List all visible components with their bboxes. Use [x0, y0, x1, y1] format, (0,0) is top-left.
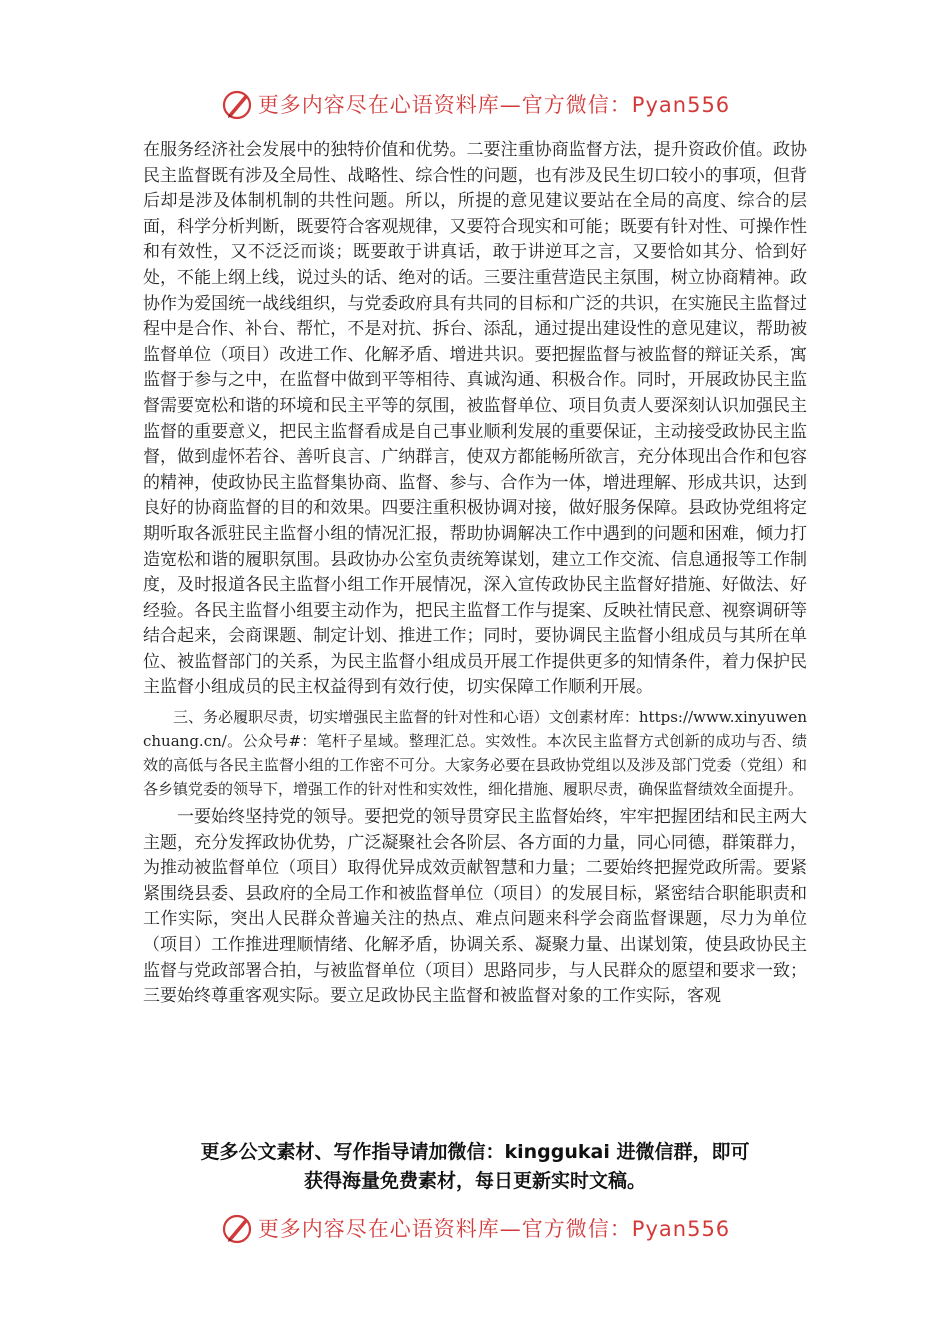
promo-note [150, 1138, 800, 1196]
footer-banner-text: 更多内容尽在心语资料库—官方微信：Pyan556 [257, 1217, 731, 1241]
promo-line-2: 获得海量免费素材，每日更新实时文稿。 [303, 1170, 646, 1192]
header-banner-text: 更多内容尽在心语资料库—官方微信：Pyan556 [257, 93, 731, 117]
footer-banner [0, 1208, 950, 1248]
paragraph-2: 三、务必履职尽责，切实增强民主监督的针对性和心语）文创素材库：https://www.xinyuwenchuang.cn/。公众号#：笔杆子星域。整理汇总。实效性。本次民主监督方式创新的成功与否、绩效的高低与各民主监督小组的工作密不可分。大家务必要在县政协党组以及涉及部门党委（党组）和各乡镇党委的领导下，增强工作的针对性和实效性，细化措施、履职尽责，确保监督绩效全面提升。 [143, 708, 807, 799]
promo-line-1: 更多公文素材、写作指导请加微信：kinggukai 进微信群，即可 [200, 1141, 750, 1163]
pen-circle-logo-icon [220, 1211, 254, 1245]
pen-circle-logo-icon [220, 87, 254, 121]
document-body [143, 138, 807, 1010]
paragraph-1: 在服务经济社会发展中的独特价值和优势。二要注重协商监督方法，提升资政价值。政协民主监督既有涉及全局性、战略性、综合性的问题，也有涉及民生切口较小的事项，但背后却是涉及体制机制的共性问题。所以，所提的意见建议要站在全局的高度、综合的层面，科学分析判断，既要符合客观规律，又要符合现实和可能；既要有针对性、可操作性和有效性，又不泛泛而谈；既要敢于讲真话，敢于讲逆耳之言，又要恰如其分、恰到好处，不能上纲上线，说过头的话、绝对的话。三要注重营造民主氛围，树立协商精神。政协作为爱国统一战线组织，与党委政府具有共同的目标和广泛的共识，在实施民主监督过程中是合作、补台、帮忙，不是对抗、拆台、添乱，通过提出建设性的意见建议，帮助被监督单位（项目）改进工作、化解矛盾、增进共识。要把握监督与被监督的辩证关系，寓监督于参与之中，在监督中做到平等相待、真诚沟通、积极合作。同时，开展政协民主监督需要宽松和谐的环境和民主平等的氛围，被监督单位、项目负责人要深刻认识加强民主监督的重要意义，把民主监督看成是自己事业顺利发展的重要保证，主动接受政协民主监督，做到虚怀若谷、善听良言、广纳群言，使双方都能畅所欲言，充分体现出合作和包容的精神，使政协民主监督集协商、监督、参与、合作为一体，增进理解、形成共识，达到良好的协商监督的目的和效果。四要注重积极协调对接，做好服务保障。县政协党组将定期听取各派驻民主监督小组的情况汇报，帮助协调解决工作中遇到的问题和困难，倾力打造宽松和谐的履职氛围。县政协办公室负责统筹谋划，建立工作交流、信息通报等工作制度，及时报道各民主监督小组工作开展情况，深入宣传政协民主监督好措施、好做法、好经验。各民主监督小组要主动作为，把民主监督工作与提案、反映社情民意、视察调研等结合起来，会商课题、制定计划、推进工作；同时，要协调民主监督小组成员与其所在单位、被监督部门的关系，为民主监督小组成员开展工作提供更多的知情条件，着力保护民主监督小组成员的民主权益得到有效行使，切实保障工作顺利开展。 [143, 140, 807, 698]
paragraph-3: 一要始终坚持党的领导。要把党的领导贯穿民主监督始终，牢牢把握团结和民主两大主题，充分发挥政协优势，广泛凝聚社会各阶层、各方面的力量，同心同德，群策群力，为推动被监督单位（项目）取得优异成效贡献智慧和力量；二要始终把握党政所需。要紧紧围绕县委、县政府的全局工作和被监督单位（项目）的发展目标，紧密结合职能职责和工作实际，突出人民群众普遍关注的热点、难点问题来科学会商监督课题，尽力为单位（项目）工作推进理顺情绪、化解矛盾，协调关系、凝聚力量、出谋划策，使县政协民主监督与党政部署合拍，与被监督单位（项目）思路同步，与人民群众的愿望和要求一致；三要始终尊重客观实际。要立足政协民主监督和被监督对象的工作实际，客观 [143, 807, 807, 1007]
header-banner [0, 84, 950, 124]
